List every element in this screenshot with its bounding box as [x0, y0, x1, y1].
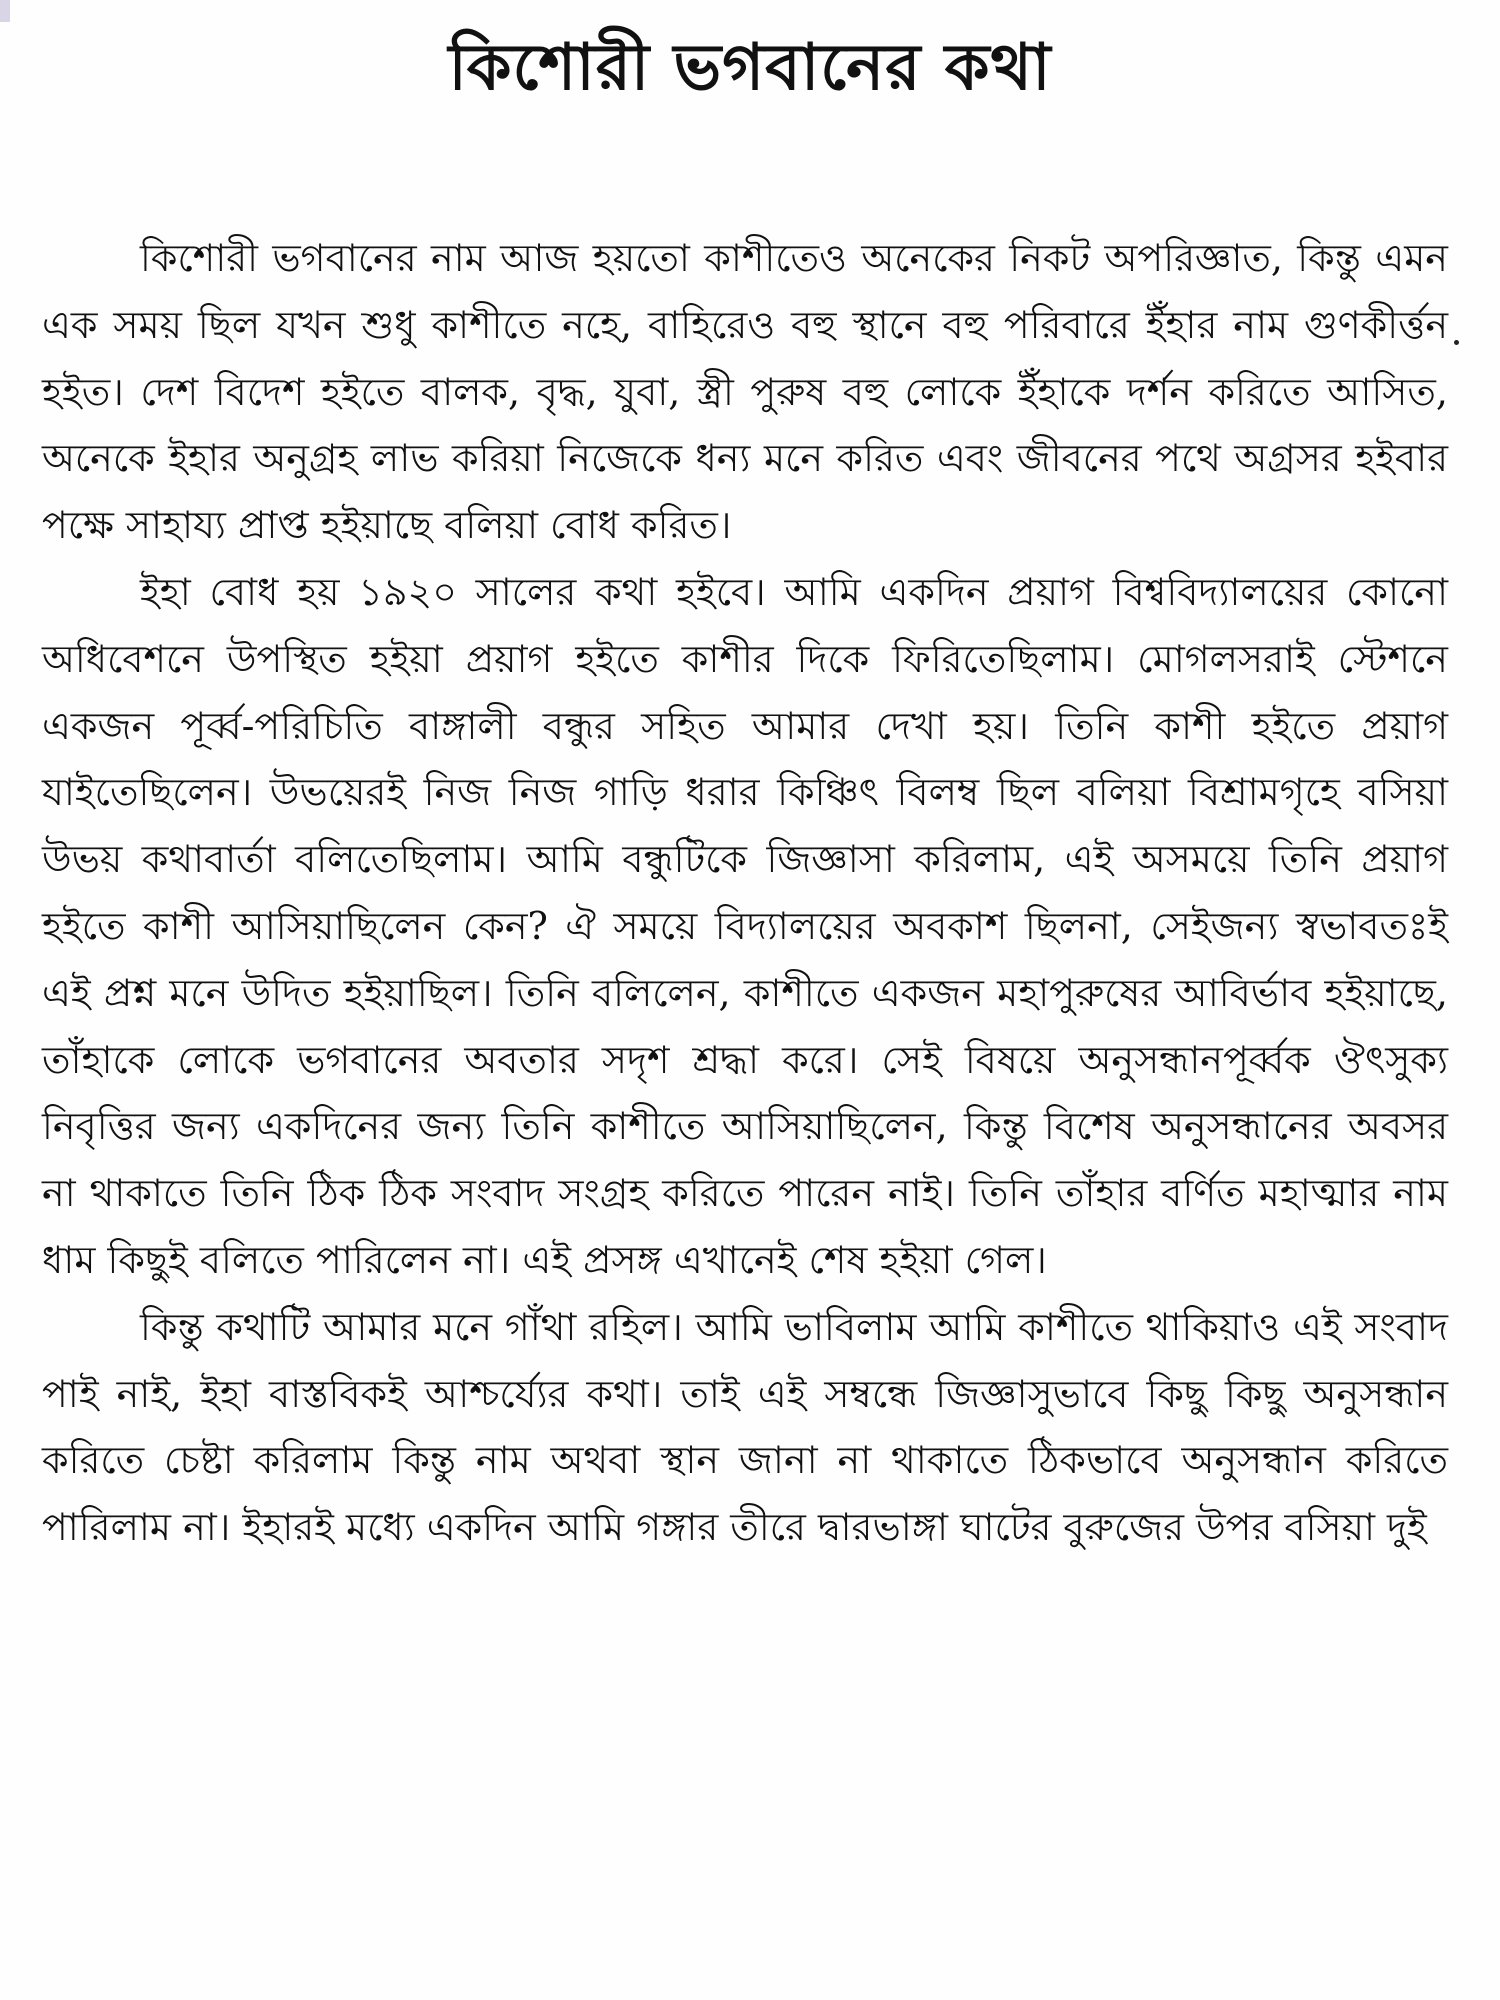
body-text [42, 225, 1448, 1561]
ink-speck [1454, 340, 1459, 345]
page-title: কিশোরী ভগবানের কথা [448, 30, 1052, 105]
paragraph-1: কিশোরী ভগবানের নাম আজ হয়তো কাশীতেও অনেকের নিকট অপরিজ্ঞাত, কিন্তু এমন এক সময় ছিল যখন শুধু কাশীতে নহে, বাহিরেও বহু স্থানে বহু পরিবারে ইঁহার নাম গুণকীর্ত্তন হইত। দেশ বিদেশ হইতে বালক, বৃদ্ধ, যুবা, স্ত্রী পুরুষ বহু লোকে ইঁহাকে দর্শন করিতে আসিত, অনেকে ইহার অনুগ্রহ লাভ করিয়া নিজেকে ধন্য মনে করিত এবং জীবনের পথে অগ্রসর হইবার পক্ষে সাহায্য প্রাপ্ত হইয়াছে বলিয়া বোধ করিত। [42, 236, 1448, 548]
paragraph-2: ইহা বোধ হয় ১৯২০ সালের কথা হইবে। আমি একদিন প্রয়াগ বিশ্ববিদ্যালয়ের কোনো অধিবেশনে উপস্থিত হইয়া প্রয়াগ হইতে কাশীর দিকে ফিরিতেছিলাম। মোগলসরাই স্টেশনে একজন পূর্ব্ব-পরিচিতি বাঙ্গালী বন্ধুর সহিত আমার দেখা হয়। তিনি কাশী হইতে প্রয়াগ যাইতেছিলেন। উভয়েরই নিজ নিজ গাড়ি ধরার কিঞ্চিৎ বিলম্ব ছিল বলিয়া বিশ্রামগৃহে বসিয়া উভয় কথাবার্তা বলিতেছিলাম। আমি বন্ধুটিকে জিজ্ঞাসা করিলাম, এই অসময়ে তিনি প্রয়াগ হইতে কাশী আসিয়াছিলেন কেন? ঐ সময়ে বিদ্যালয়ের অবকাশ ছিলনা, সেইজন্য স্বভাবতঃই এই প্রশ্ন মনে উদিত হইয়াছিল। তিনি বলিলেন, কাশীতে একজন মহাপুরুষের আবির্ভাব হইয়াছে, তাঁহাকে লোকে ভগবানের অবতার সদৃশ শ্রদ্ধা করে। সেই বিষয়ে অনুসন্ধানপূর্ব্বক ঔৎসুক্য নিবৃত্তির জন্য একদিনের জন্য তিনি কাশীতে আসিয়াছিলেন, কিন্তু বিশেষ অনুসন্ধানের অবসর না থাকাতে তিনি ঠিক ঠিক সংবাদ সংগ্রহ করিতে পারেন নাই। তিনি তাঁহার বর্ণিত মহাত্মার নাম ধাম কিছুই বলিতে পারিলেন না। এই প্রসঙ্গ এখানেই শেষ হইয়া গেল। [42, 569, 1448, 1282]
paragraph-3: কিন্তু কথাটি আমার মনে গাঁথা রহিল। আমি ভাবিলাম আমি কাশীতে থাকিয়াও এই সংবাদ পাই নাই, ইহা বাস্তবিকই আশ্চর্য্যের কথা। তাই এই সম্বন্ধে জিজ্ঞাসুভাবে কিছু কিছু অনুসন্ধান করিতে চেষ্টা করিলাম কিন্তু নাম অথবা স্থান জানা না থাকাতে ঠিকভাবে অনুসন্ধান করিতে পারিলাম না। ইহারই মধ্যে একদিন আমি গঙ্গার তীরে দ্বারভাঙ্গা ঘাটের বুরুজের উপর বসিয়া দুই [42, 1304, 1448, 1550]
scan-edge-mark [0, 0, 10, 22]
